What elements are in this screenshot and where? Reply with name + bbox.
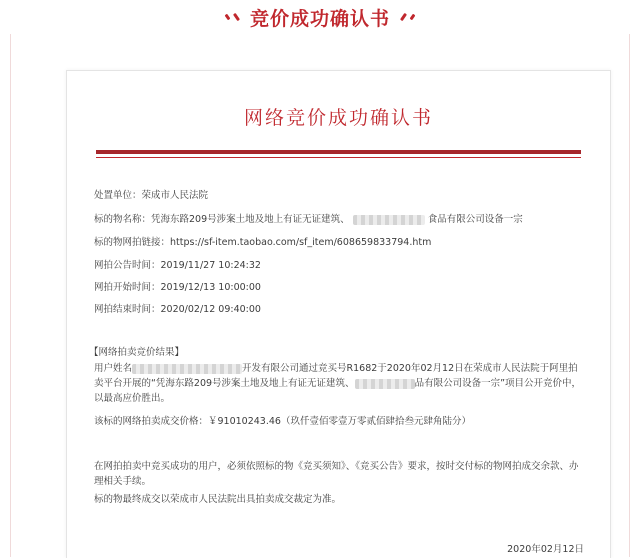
left-decoration — [226, 13, 238, 21]
document-date: 2020年02月12日 — [507, 544, 584, 555]
announce-time: 网拍公告时间：2019/11/27 10:24:32 — [94, 260, 261, 271]
left-border-line — [10, 34, 11, 557]
title-rule-thin — [96, 157, 581, 158]
item-name — [94, 211, 523, 225]
result-heading: 【网络拍卖竞价结果】 — [89, 347, 185, 358]
result-text-a: 开发有限公司通过竞买号R1682于2020年02月12日在荣成市人民法院于阿里拍卖平台开展的“凭海东路209号涉案土地及地上有证无证建筑、 — [94, 363, 578, 389]
result-text-b: 品有限公司设备一宗”项目公开竞价中，以最高应价胜出。 — [94, 378, 581, 404]
document-title: 网络竞价成功确认书 — [243, 107, 433, 129]
item-name-prefix: 标的物名称：凭海东路209号涉案土地及地上有证无证建筑、 — [94, 214, 350, 225]
redacted-company-2 — [355, 379, 415, 389]
item-name-suffix: 食品有限公司设备一宗 — [427, 214, 523, 225]
title-rule-thick — [96, 150, 581, 154]
end-time: 网拍结束时间：2020/02/12 09:40:00 — [94, 304, 261, 315]
right-border-line — [629, 34, 630, 557]
start-time: 网拍开始时间：2019/12/13 10:00:00 — [94, 282, 261, 293]
result-paragraph — [94, 361, 584, 406]
confirmation-document — [66, 70, 611, 558]
notice-payment: 在网拍拍卖中竞买成功的用户，必须依照标的物《竞买须知》、《竞买公告》要求，按时交付标的物网拍成交余款、办理相关手续。 — [94, 461, 579, 487]
item-link: 标的物网拍链接：https://sf-item.taobao.com/sf_item/608659833794.htm — [94, 237, 432, 248]
banner — [0, 0, 640, 34]
notice-ruling: 标的物最终成交以荣成市人民法院出具拍卖成交裁定为准。 — [94, 494, 342, 505]
right-decoration — [402, 13, 414, 21]
user-name-label: 用户姓名 — [94, 363, 133, 374]
redacted-company — [353, 215, 425, 225]
redacted-user — [132, 364, 242, 374]
disposal-unit: 处置单位：荣成市人民法院 — [94, 190, 209, 201]
banner-title: 竞价成功确认书 — [249, 7, 390, 30]
final-price: 该标的网络拍卖成交价格：￥91010243.46（玖仟壹佰零壹万零贰佰肆拾叁元肆角陆分） — [94, 416, 471, 427]
